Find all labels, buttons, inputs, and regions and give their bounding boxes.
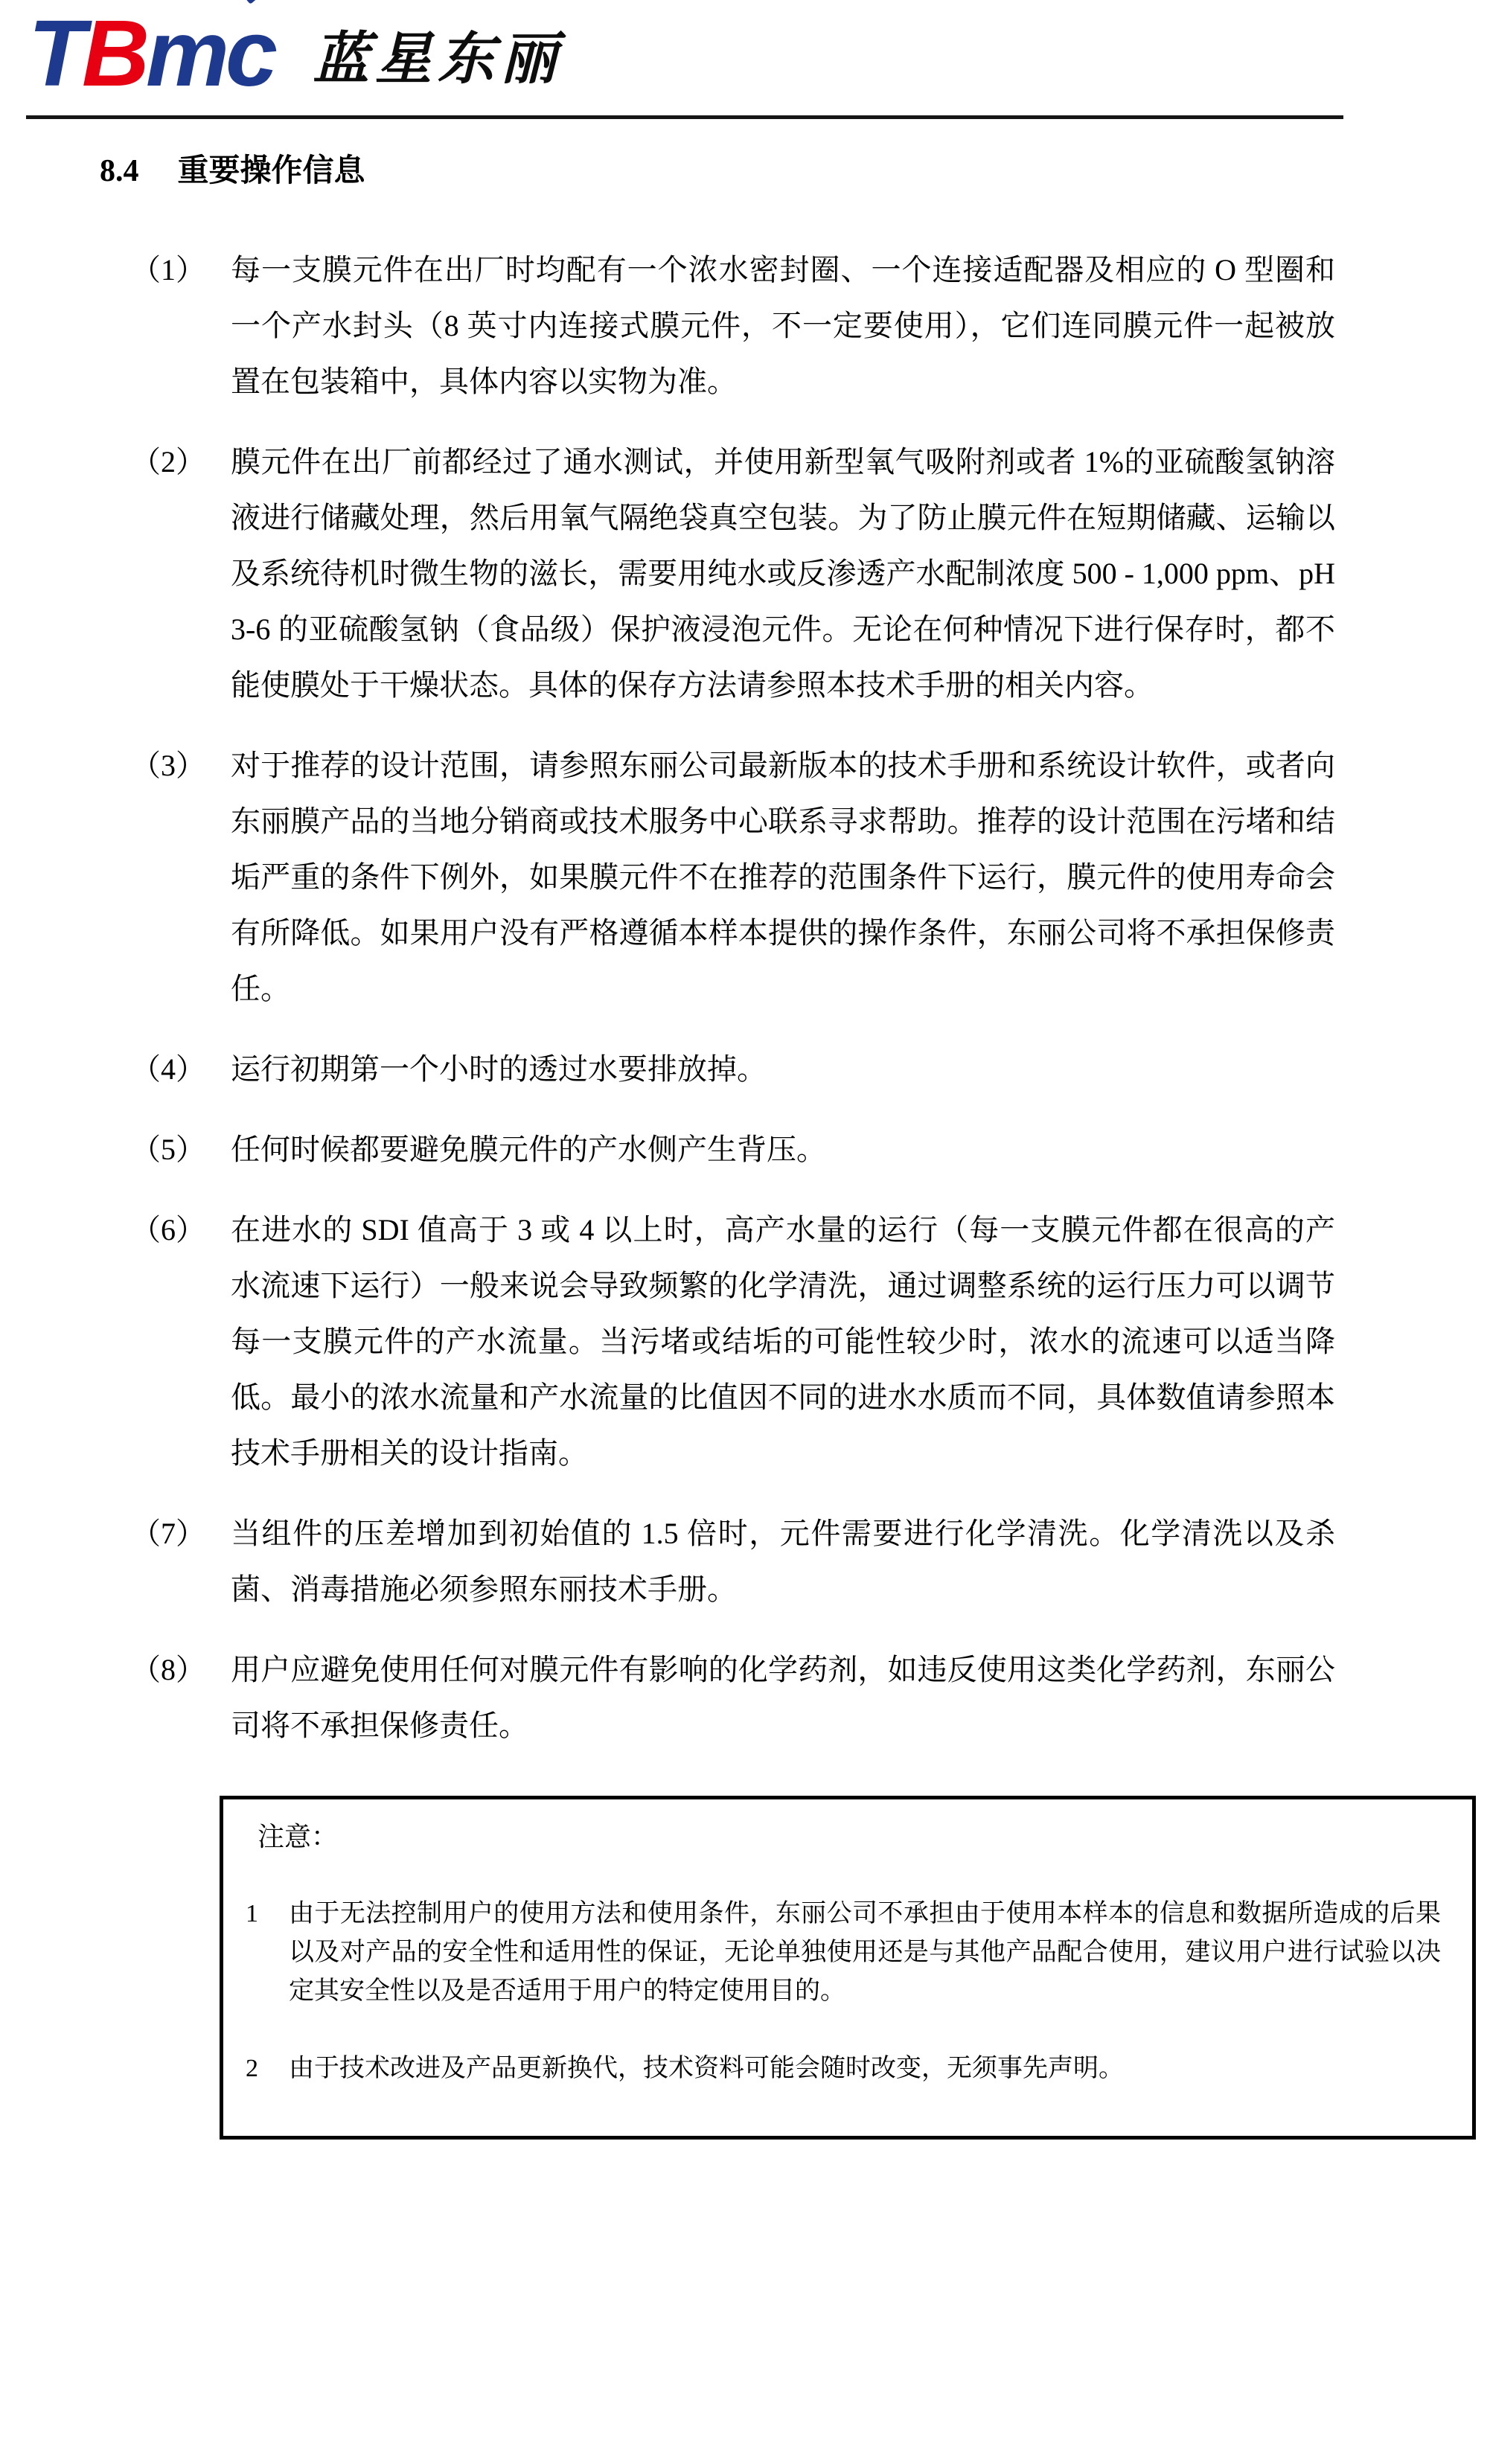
list-item	[131, 1642, 1335, 1753]
operation-items-list	[0, 242, 1490, 1753]
note-box	[220, 1796, 1476, 2140]
note-box-title: 注意：	[258, 1822, 339, 1852]
section-title: 重要操作信息	[177, 154, 365, 188]
list-item	[131, 737, 1335, 1017]
company-logo-chinese: 蓝星东丽	[313, 27, 563, 91]
list-item	[131, 1121, 1335, 1177]
note-number: 1	[246, 1900, 258, 1927]
page-header	[28, 1, 563, 106]
item-number: （5）	[131, 1133, 205, 1166]
logo-letter-c-glyph: c	[226, 1, 275, 106]
item-text: 运行初期第一个小时的透过水要排放掉。	[231, 1052, 767, 1086]
logo-letter-b: B	[81, 1, 146, 106]
item-text: 用户应避免使用任何对膜元件有影响的化学药剂，如违反使用这类化学药剂，东丽公司将不承担保修责任。	[231, 1653, 1335, 1742]
list-item	[131, 1505, 1335, 1617]
item-number: （1）	[131, 253, 205, 287]
item-number: （8）	[131, 1653, 205, 1686]
note-item	[246, 1895, 1441, 2011]
logo-letter-t: T	[28, 1, 82, 106]
section-number: 8.4	[100, 154, 139, 188]
item-text: 任何时候都要避免膜元件的产水侧产生背压。	[231, 1133, 826, 1166]
note-text: 由于技术改进及产品更新换代，技术资料可能会随时改变，无须事先声明。	[289, 2055, 1124, 2082]
item-text: 当组件的压差增加到初始值的 1.5 倍时，元件需要进行化学清洗。化学清洗以及杀菌、消毒措施必须参照东丽技术手册。	[231, 1517, 1335, 1606]
list-item	[131, 434, 1335, 713]
note-item	[246, 2049, 1441, 2088]
item-text: 对于推荐的设计范围，请参照东丽公司最新版本的技术手册和系统设计软件，或者向东丽膜产品的当地分销商或技术服务中心联系寻求帮助。推荐的设计范围在污堵和结垢严重的条件下例外，如果膜元件不在推荐的范围条件下运行，膜元件的使用寿命会有所降低。如果用户没有严格遵循本样本提供的操作条件，东丽公司将不承担保修责任。	[231, 749, 1335, 1005]
item-number: （3）	[131, 749, 205, 782]
document-body	[0, 153, 1490, 2140]
section-heading	[100, 153, 1490, 190]
list-item	[131, 1202, 1335, 1481]
item-number: （7）	[131, 1517, 205, 1550]
list-item	[131, 1041, 1335, 1097]
note-text: 由于无法控制用户的使用方法和使用条件，东丽公司不承担由于使用本样本的信息和数据所造成的后果以及对产品的安全性和适用性的保证，无论单独使用还是与其他产品配合使用，建议用户进行试验以决定其安全性以及是否适用于用户的特定使用目的。	[289, 1900, 1441, 2005]
item-text: 每一支膜元件在出厂时均配有一个浓水密封圈、一个连接适配器及相应的 O 型圈和一个产水封头（8 英寸内连接式膜元件，不一定要使用），它们连同膜元件一起被放置在包装箱中，具体内容以实物为准。	[231, 253, 1335, 398]
company-logo-latin	[28, 1, 275, 106]
item-number: （4）	[131, 1052, 205, 1086]
list-item	[131, 242, 1335, 409]
item-text: 膜元件在出厂前都经过了通水测试，并使用新型氧气吸附剂或者 1%的亚硫酸氢钠溶液进行储藏处理，然后用氧气隔绝袋真空包装。为了防止膜元件在短期储藏、运输以及系统待机时微生物的滋长，需要用纯水或反渗透产水配制浓度 500 - 1,000 ppm、pH 3-6 的亚硫酸氢钠（食品级）保护液浸泡元件。无论在何种情况下进行保存时，都不能使膜处于干燥状态。具体的保存方法请参照本技术手册的相关内容。	[231, 445, 1335, 702]
note-number: 2	[246, 2055, 258, 2082]
logo-letter-c	[226, 1, 275, 106]
item-number: （6）	[131, 1213, 205, 1247]
header-divider	[26, 115, 1343, 119]
logo-letter-m: m	[145, 1, 226, 106]
item-number: （2）	[131, 445, 205, 479]
item-text: 在进水的 SDI 值高于 3 或 4 以上时，高产水量的运行（每一支膜元件都在很高的产水流速下运行）一般来说会导致频繁的化学清洗，通过调整系统的运行压力可以调节每一支膜元件的产水流量。当污堵或结垢的可能性较少时，浓水的流速可以适当降低。最小的浓水流量和产水流量的比值因不同的进水水质而不同，具体数值请参照本技术手册相关的设计指南。	[231, 1213, 1335, 1470]
